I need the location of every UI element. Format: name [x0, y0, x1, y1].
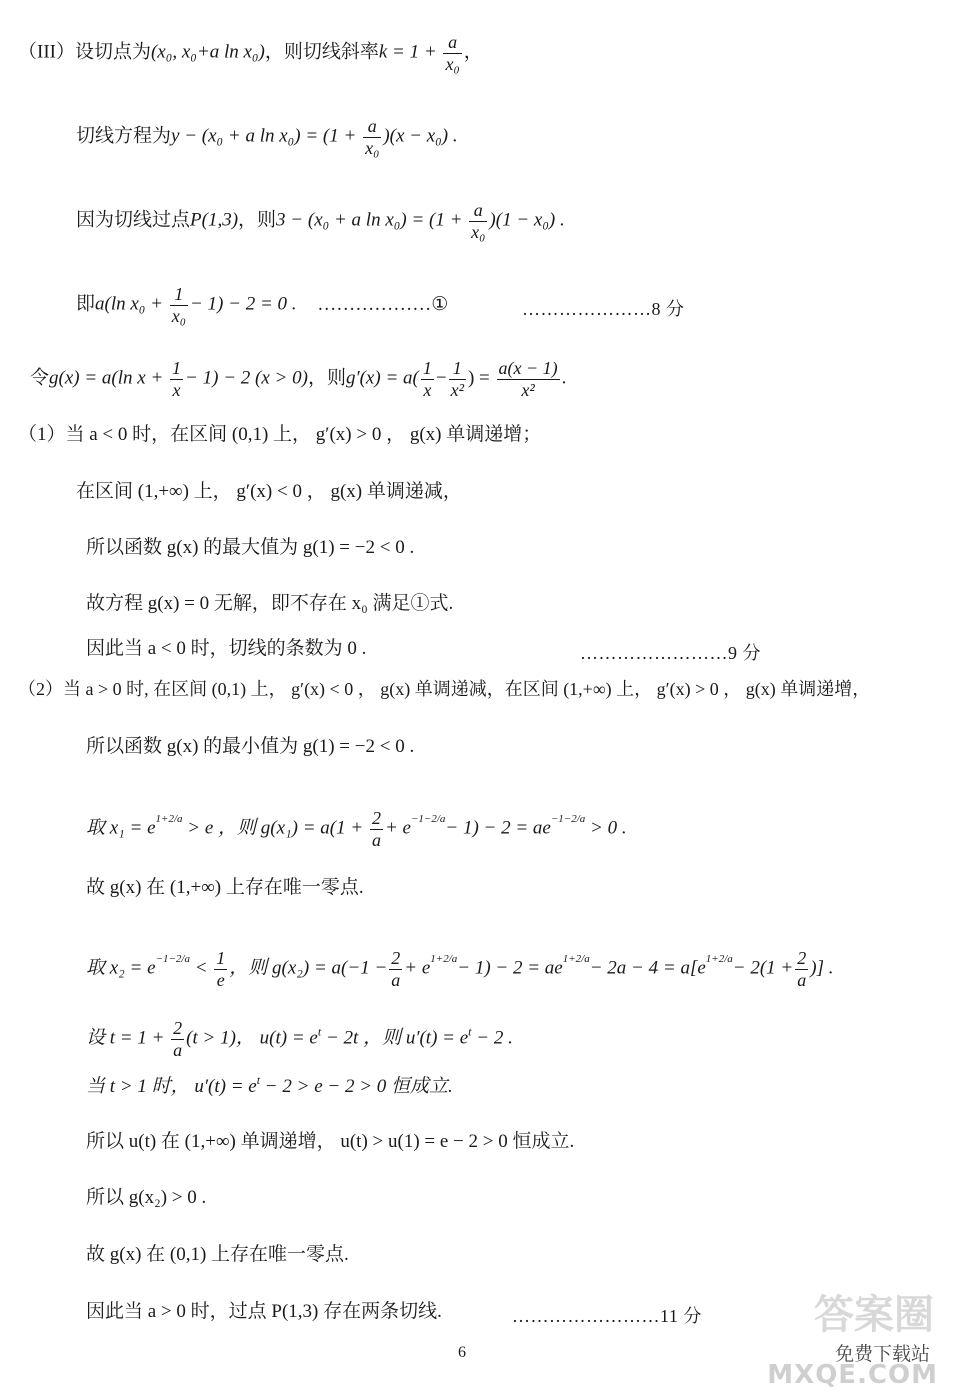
text: ，则 [238, 209, 277, 231]
line-2 [76, 116, 458, 158]
denominator: a [391, 969, 401, 990]
denominator: x₀ [171, 305, 186, 326]
line-19: 所以 g(x₂) > 0 . [86, 1187, 207, 1208]
numerator: 1 [170, 284, 188, 306]
math: (t > 1)， u(t) = e [186, 1027, 318, 1049]
numerator: a [469, 200, 487, 222]
exponent: −1−2/a [155, 952, 190, 965]
fraction [171, 1018, 184, 1060]
line-12: 所以函数 g(x) 的最小值为 g(1) = −2 < 0 . [86, 736, 415, 757]
fraction [795, 948, 808, 990]
math: y − (x₀ + a ln x₀) = (1 + [171, 125, 357, 147]
math: 取 x₂ = e [86, 957, 156, 979]
text: . [561, 367, 567, 389]
math: 设 t = 1 + [86, 1027, 165, 1049]
math: < [189, 957, 208, 979]
math: − 1) − 2 = 0 . [189, 293, 297, 315]
math: + e [384, 817, 411, 839]
page-number: 6 [458, 1344, 466, 1361]
line-14: 故 g(x) 在 (1,+∞) 上存在唯一零点. [86, 877, 364, 898]
math: − 1) − 2 = ae [445, 817, 551, 839]
math: − 2t ，则 u′(t) = e [321, 1027, 469, 1049]
line-1 [18, 32, 483, 74]
fraction [449, 358, 466, 400]
text: 令 [30, 367, 50, 389]
denominator: x² [450, 379, 464, 400]
numerator: a [363, 116, 381, 138]
math: k = 1 + [378, 41, 437, 63]
math: )(1 − x₀) . [489, 209, 565, 231]
score-8: …………………8 分 [522, 299, 685, 319]
line-21: 因此当 a > 0 时，过点 P(1,3) 存在两条切线. [86, 1301, 442, 1322]
line-3 [76, 200, 565, 242]
fraction [443, 32, 461, 74]
text: （III）设切点为 [18, 41, 151, 63]
math: > e ，则 g(x₁) = a(1 + [182, 817, 364, 839]
text: 切线方程为 [76, 125, 172, 147]
math: g(x) = a(ln x + [49, 367, 164, 389]
line-5 [30, 358, 566, 400]
line-20: 故 g(x) 在 (0,1) 上存在唯一零点. [86, 1244, 349, 1265]
exponent: 1+2/a [705, 952, 733, 965]
line-17 [86, 1073, 453, 1097]
text: 即 [76, 293, 96, 315]
exponent: t [468, 1024, 472, 1039]
math: − 2a − 4 = a[e [589, 957, 706, 979]
math: 3 − (x₀ + a ln x₀) = (1 + [276, 209, 463, 231]
text: ，则 [307, 367, 346, 389]
text: 因为切线过点 [76, 209, 191, 231]
line-7: 在区间 (1,+∞) 上， g′(x) < 0 ， g(x) 单调递减， [76, 481, 462, 502]
numerator: 2 [371, 808, 381, 828]
denominator: a [371, 829, 381, 850]
fraction [421, 358, 434, 400]
math: − 2 . [471, 1027, 513, 1049]
exponent: 1+2/a [562, 952, 590, 965]
exponent: t [256, 1073, 261, 1087]
text: ，则切线斜率 [264, 41, 379, 63]
math: )] . [810, 957, 834, 979]
denominator: x₀ [471, 221, 486, 242]
line-6: （1）当 a < 0 时，在区间 (0,1) 上， g′(x) > 0 ， g(x) 单调递增； [18, 424, 542, 445]
math: > 0 . [585, 817, 627, 839]
watermark-logo: 答案圈 [814, 1292, 934, 1338]
line-9: 故方程 g(x) = 0 无解，即不存在 x₀ 满足①式. [86, 593, 454, 614]
exponent: −1−2/a [410, 812, 446, 825]
math: ) = [467, 367, 490, 389]
line-13 [86, 808, 627, 850]
math: a(ln x₀ + [95, 293, 163, 315]
line-16 [86, 1018, 513, 1060]
score-9: ……………………9 分 [580, 643, 761, 663]
fraction [170, 284, 188, 326]
math: − [435, 367, 447, 389]
numerator: 2 [173, 1018, 183, 1038]
denominator: x [423, 379, 432, 400]
numerator: 2 [391, 948, 401, 968]
exponent: 1+2/a [430, 952, 458, 965]
math: + e [404, 957, 431, 979]
denominator: x₀ [445, 53, 460, 74]
line-15 [86, 948, 833, 990]
score-11: ……………………11 分 [512, 1306, 702, 1326]
math: ，则 g(x₂) = a(−1 − [229, 957, 388, 979]
math: g′(x) = a( [345, 367, 419, 389]
numerator: 2 [797, 948, 807, 968]
numerator: a [443, 32, 461, 54]
fraction [370, 808, 383, 850]
math: )(x − x₀) . [383, 125, 458, 147]
exponent: t [317, 1024, 322, 1039]
math: 取 x₁ = e [86, 817, 156, 839]
denominator: x² [521, 379, 535, 400]
denominator: x₀ [365, 137, 380, 158]
numerator: 1 [449, 358, 466, 380]
numerator: 1 [216, 948, 226, 968]
math-point: (x₀, x₀+a ln x₀) [150, 41, 265, 63]
exponent: 1+2/a [155, 812, 183, 825]
watermark-domain: MXQE.COM [767, 1360, 938, 1390]
line-10: 因此当 a < 0 时，切线的条数为 0 . [86, 638, 367, 659]
math: 当 t > 1 时， u′(t) = e [86, 1076, 257, 1097]
line-8: 所以函数 g(x) 的最大值为 g(1) = −2 < 0 . [86, 537, 415, 558]
fraction [469, 200, 487, 242]
text: ， [463, 41, 483, 63]
numerator: 1 [422, 358, 432, 378]
math: − 2(1 + [732, 957, 794, 979]
equation-tag: ………………① [317, 293, 449, 315]
line-18: 所以 u(t) 在 (1,+∞) 单调递增， u(t) > u(1) = e − 2 > 0 恒成立. [86, 1131, 575, 1152]
exponent: −1−2/a [550, 812, 586, 825]
math: − 2 > e − 2 > 0 恒成立. [260, 1076, 453, 1097]
math: − 1) − 2 (x > 0) [185, 367, 308, 389]
fraction [497, 358, 560, 400]
denominator: e [216, 969, 225, 990]
numerator: a(x − 1) [498, 358, 558, 378]
line-4 [76, 284, 448, 326]
math: − 1) − 2 = ae [457, 957, 563, 979]
fraction [389, 948, 402, 990]
line-11: （2）当 a > 0 时, 在区间 (0,1) 上， g′(x) < 0 ， g(x) 单调递减，在区间 (1,+∞) 上， g′(x) > 0 ， g(x) 单调递增， [18, 679, 871, 699]
fraction [363, 116, 381, 158]
fraction [214, 948, 227, 990]
denominator: a [173, 1039, 183, 1060]
numerator: 1 [172, 358, 182, 378]
fraction [170, 358, 183, 400]
denominator: x [172, 379, 181, 400]
denominator: a [797, 969, 807, 990]
watermark-text: 免费下载站 [834, 1343, 930, 1365]
math-point: P(1,3) [190, 209, 239, 231]
